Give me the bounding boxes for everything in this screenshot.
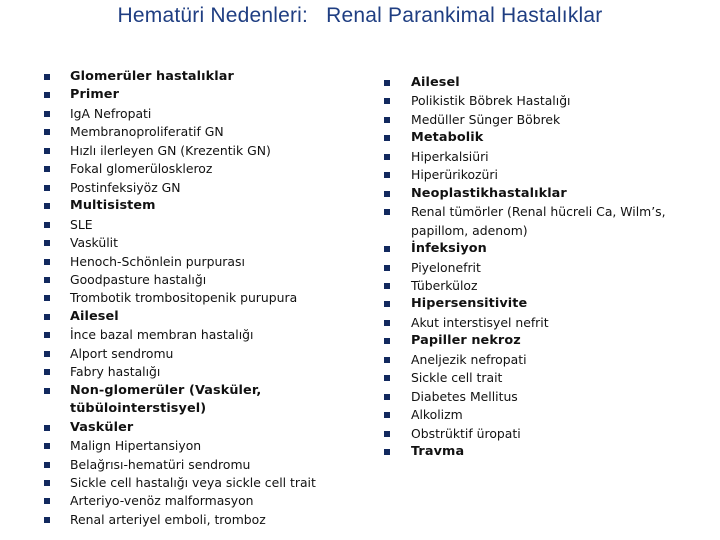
square-bullet-icon: [44, 388, 50, 394]
right-list-item: [384, 92, 684, 110]
right-list-item: [384, 388, 684, 406]
left-list-item: [44, 197, 334, 215]
item-text: Piyelonefrit: [411, 259, 481, 275]
left-list-item: [44, 105, 334, 123]
category-heading: İnfeksiyon: [411, 241, 487, 257]
square-bullet-icon: [44, 240, 50, 246]
square-bullet-icon: [384, 246, 390, 252]
category-heading: Glomerüler hastalıklar: [70, 69, 234, 84]
square-bullet-icon: [384, 375, 390, 381]
square-bullet-icon: [384, 80, 390, 86]
category-heading: Multisistem: [70, 198, 156, 214]
item-text: IgA Nefropati: [70, 105, 152, 121]
item-text: Tüberküloz: [411, 277, 478, 293]
right-list-item: [384, 148, 684, 166]
category-heading: Papiller nekroz: [411, 333, 521, 349]
square-bullet-icon: [44, 111, 50, 117]
square-bullet-icon: [384, 320, 390, 326]
title-part-2: Renal Parankimal Hastalıklar: [326, 4, 603, 27]
square-bullet-icon: [384, 412, 390, 418]
right-list-item: [384, 185, 684, 203]
square-bullet-icon: [384, 154, 390, 160]
left-column-list: [44, 68, 334, 529]
item-text: Hiperürikozüri: [411, 167, 498, 183]
square-bullet-icon: [44, 462, 50, 468]
square-bullet-icon: [384, 431, 390, 437]
left-list-item: [44, 363, 334, 381]
left-list-item: [44, 234, 334, 252]
category-heading: Neoplastikhastalıklar: [411, 185, 567, 201]
item-text: Sickle cell hastalığı veya sickle cell trait: [70, 474, 316, 490]
square-bullet-icon: [44, 369, 50, 375]
square-bullet-icon: [44, 129, 50, 135]
right-list-item: [384, 259, 684, 277]
square-bullet-icon: [384, 338, 390, 344]
right-list-item: [384, 295, 684, 313]
right-list-item: [384, 129, 684, 147]
item-text: Fabry hastalığı: [70, 364, 161, 380]
square-bullet-icon: [44, 203, 50, 209]
square-bullet-icon: [44, 314, 50, 320]
right-list-item: [384, 111, 684, 129]
left-list-item: [44, 253, 334, 271]
square-bullet-icon: [384, 117, 390, 123]
square-bullet-icon: [44, 425, 50, 431]
item-text: Vaskülit: [70, 235, 118, 251]
item-text: Membranoproliferatif GN: [70, 124, 224, 140]
item-text: İnce bazal membran hastalığı: [70, 327, 254, 343]
item-text: Diabetes Mellitus: [411, 388, 518, 404]
item-text: Malign Hipertansiyon: [70, 438, 202, 454]
square-bullet-icon: [44, 259, 50, 265]
item-text: Fokal glomerüloskleroz: [70, 161, 213, 177]
left-list-item: [44, 345, 334, 363]
left-list-item: [44, 68, 334, 86]
square-bullet-icon: [384, 191, 390, 197]
square-bullet-icon: [384, 283, 390, 289]
category-heading: Travma: [411, 444, 465, 460]
square-bullet-icon: [384, 209, 390, 215]
square-bullet-icon: [44, 480, 50, 486]
left-list-item: [44, 123, 334, 141]
right-list-item: [384, 74, 684, 92]
item-text: Polikistik Böbrek Hastalığı: [411, 93, 571, 109]
item-text: Belağrısı-hematüri sendromu: [70, 456, 251, 472]
item-text: Medüller Sünger Böbrek: [411, 111, 561, 127]
item-text: Goodpasture hastalığı: [70, 271, 207, 287]
square-bullet-icon: [44, 148, 50, 154]
item-text: Aneljezik nefropati: [411, 351, 527, 367]
left-list-item: [44, 437, 334, 455]
square-bullet-icon: [384, 265, 390, 271]
item-text: Obstrüktif üropati: [411, 425, 521, 441]
left-list-item: [44, 86, 334, 104]
right-list-item: [384, 203, 684, 240]
square-bullet-icon: [44, 351, 50, 357]
item-text: Alport sendromu: [70, 345, 174, 361]
category-heading: Hipersensitivite: [411, 296, 528, 312]
square-bullet-icon: [384, 98, 390, 104]
item-text: Renal arteriyel emboli, tromboz: [70, 511, 266, 527]
page-title: [0, 4, 720, 28]
category-heading: Ailesel: [70, 308, 119, 324]
item-text: Hiperkalsiüri: [411, 148, 489, 164]
square-bullet-icon: [44, 443, 50, 449]
item-text: Alkolizm: [411, 407, 463, 423]
category-heading: Vasküler: [70, 419, 134, 435]
right-list-item: [384, 166, 684, 184]
right-list-item: [384, 351, 684, 369]
right-list-item: [384, 369, 684, 387]
square-bullet-icon: [44, 92, 50, 98]
left-list-item: [44, 474, 334, 492]
item-text: Henoch-Schönlein purpurası: [70, 253, 245, 269]
square-bullet-icon: [44, 295, 50, 301]
category-heading: Metabolik: [411, 130, 484, 146]
item-text: Trombotik trombositopenik purupura: [70, 290, 298, 306]
category-heading: Non-glomerüler (Vasküler, tübülointerstisyel): [70, 382, 262, 417]
square-bullet-icon: [384, 357, 390, 363]
category-heading: Ailesel: [411, 75, 460, 90]
item-text: Akut interstisyel nefrit: [411, 314, 549, 330]
right-list-item: [384, 240, 684, 258]
item-text: SLE: [70, 216, 93, 232]
right-list-item: [384, 314, 684, 332]
square-bullet-icon: [44, 74, 50, 80]
item-text: Arteriyo-venöz malformasyon: [70, 493, 254, 509]
right-list-item: [384, 406, 684, 424]
square-bullet-icon: [44, 166, 50, 172]
square-bullet-icon: [44, 185, 50, 191]
left-list-item: [44, 492, 334, 510]
left-list-item: [44, 271, 334, 289]
item-text: Sickle cell trait: [411, 370, 503, 386]
square-bullet-icon: [44, 332, 50, 338]
square-bullet-icon: [384, 449, 390, 455]
square-bullet-icon: [384, 135, 390, 141]
left-list-item: [44, 216, 334, 234]
left-list-item: [44, 419, 334, 437]
right-list-item: [384, 425, 684, 443]
square-bullet-icon: [44, 517, 50, 523]
left-list-item: [44, 382, 334, 419]
category-heading: Primer: [70, 87, 120, 103]
square-bullet-icon: [44, 277, 50, 283]
square-bullet-icon: [384, 301, 390, 307]
left-list-item: [44, 326, 334, 344]
left-list-item: [44, 456, 334, 474]
right-list-item: [384, 443, 684, 461]
left-list-item: [44, 289, 334, 307]
left-list-item: [44, 160, 334, 178]
right-list-item: [384, 332, 684, 350]
left-list-item: [44, 511, 334, 529]
square-bullet-icon: [384, 172, 390, 178]
square-bullet-icon: [384, 394, 390, 400]
left-list-item: [44, 308, 334, 326]
item-text: Hızlı ilerleyen GN (Krezentik GN): [70, 142, 271, 158]
item-text: Postinfeksiyöz GN: [70, 179, 181, 195]
left-list-item: [44, 142, 334, 160]
title-part-1: Hematüri Nedenleri:: [117, 4, 309, 27]
right-list-item: [384, 277, 684, 295]
square-bullet-icon: [44, 222, 50, 228]
item-text: Renal tümörler (Renal hücreli Ca, Wilm’s, papillom, adenom): [411, 204, 666, 238]
left-list-item: [44, 179, 334, 197]
right-column-list: [384, 74, 684, 462]
square-bullet-icon: [44, 498, 50, 504]
